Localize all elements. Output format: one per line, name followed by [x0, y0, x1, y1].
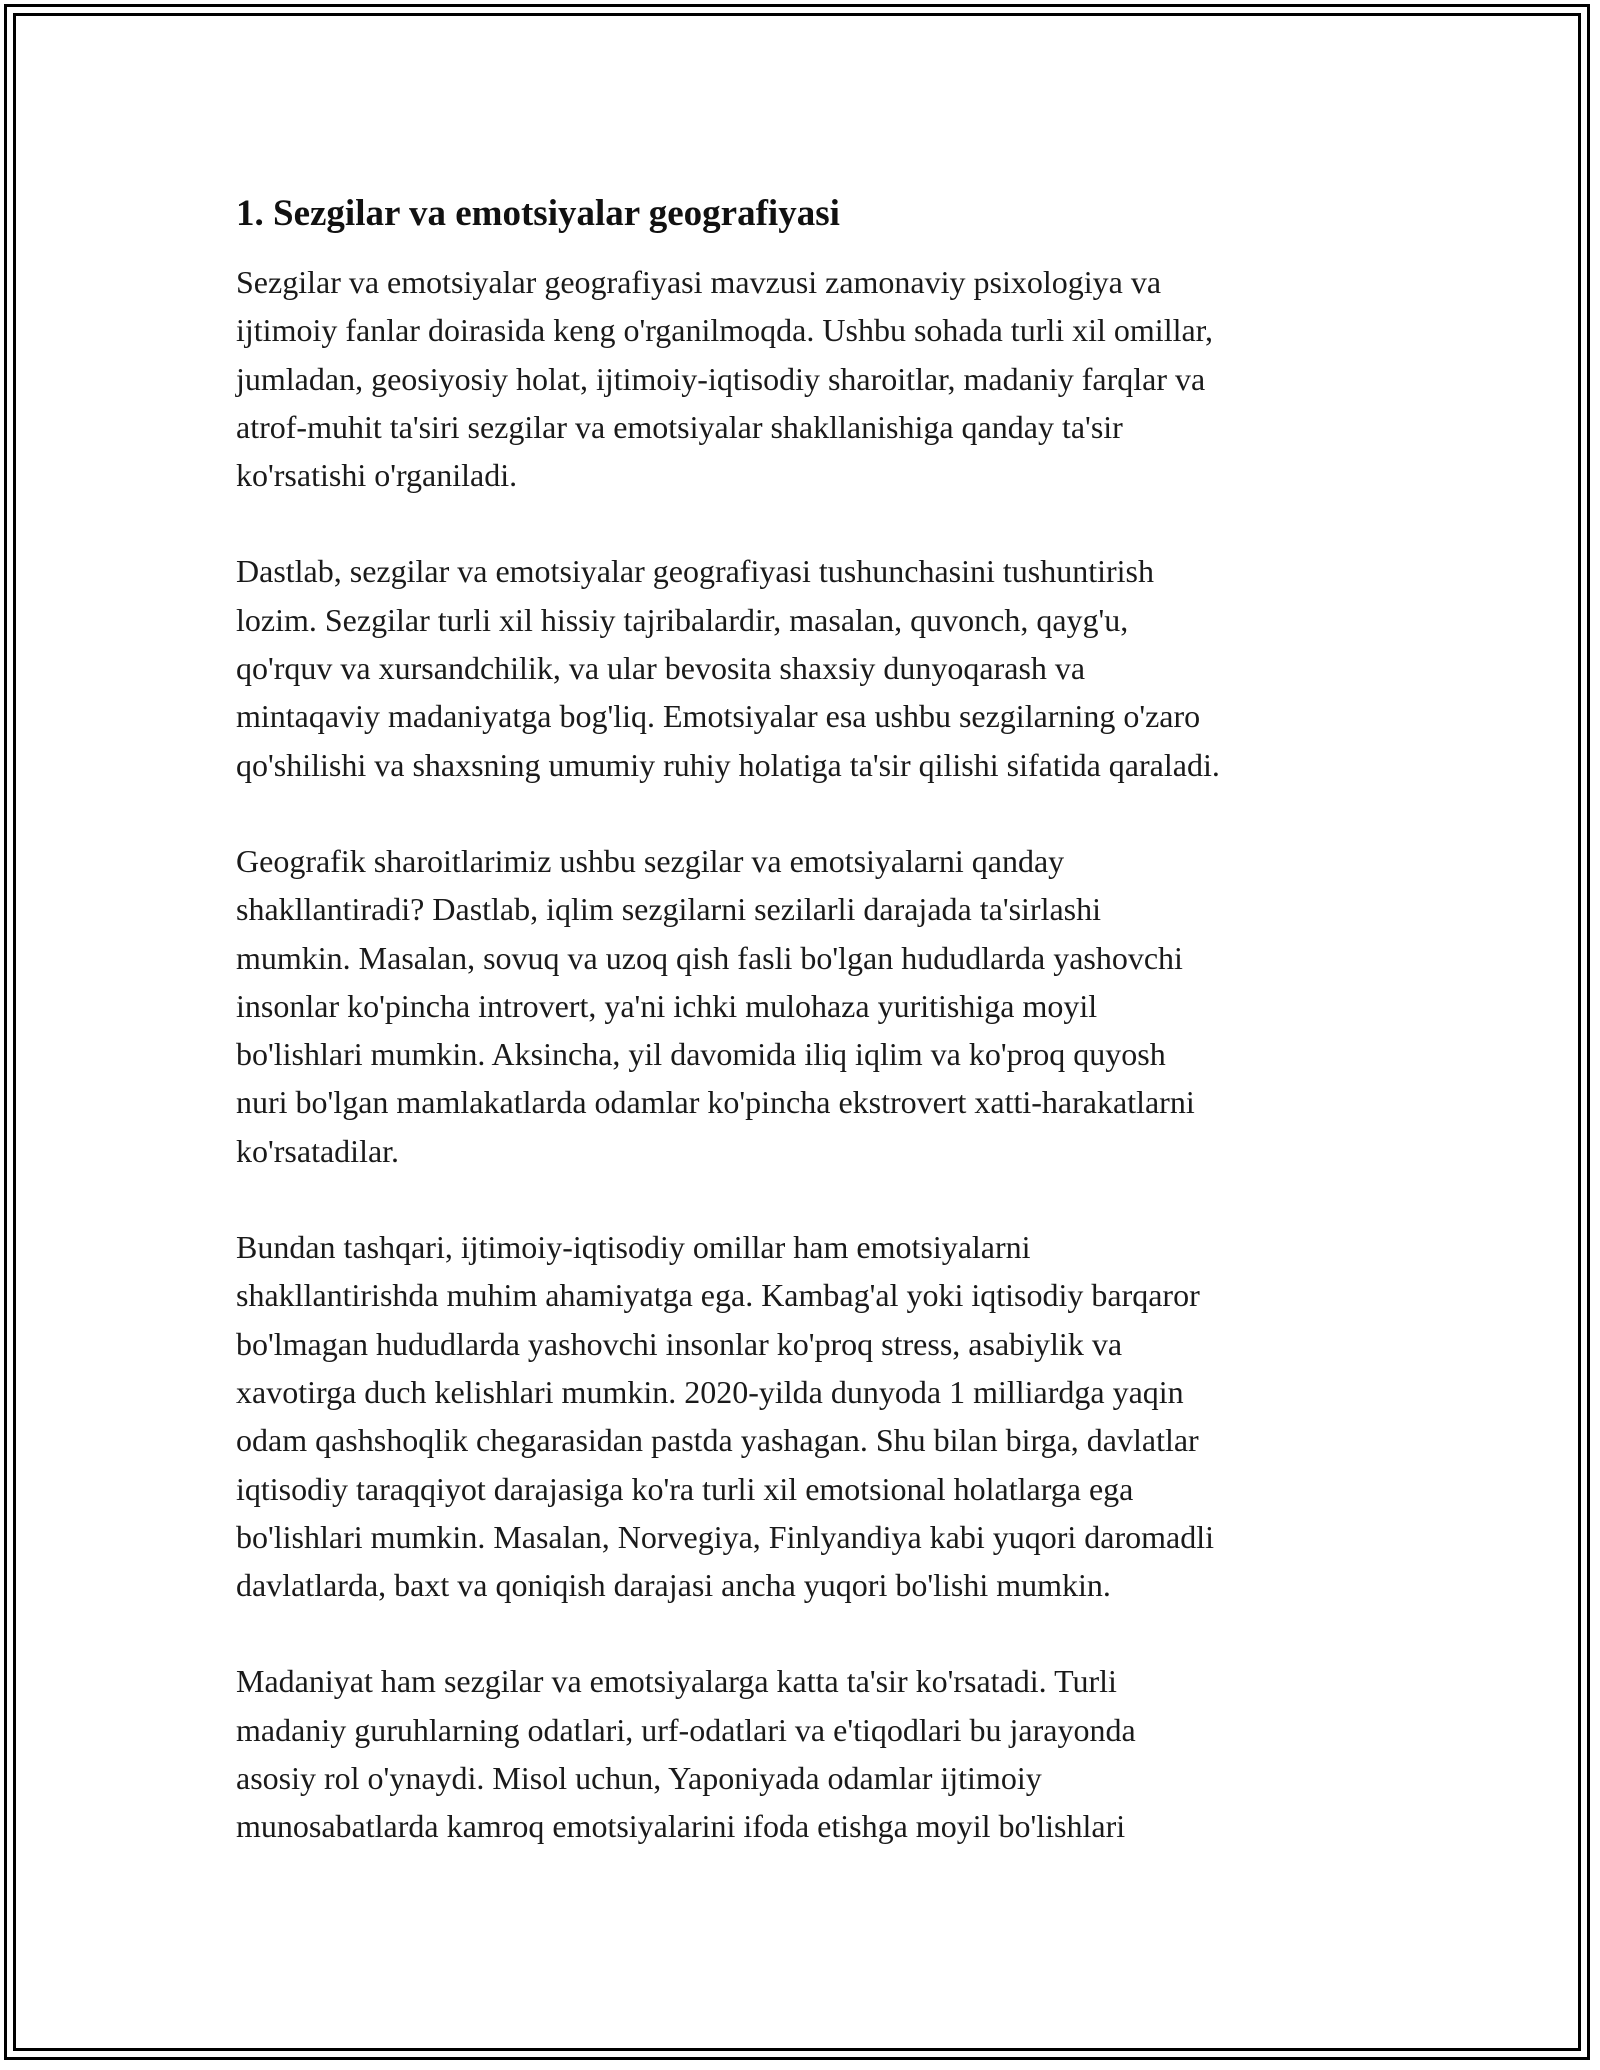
paragraph-1: Sezgilar va emotsiyalar geografiyasi mavzusi zamonaviy psixologiya va ijtimoiy fanlar doirasida keng o'rganilmoqda. Ushbu sohada turli xil omillar, jumladan, geosiyosiy holat, ijtimoiy-iqtisodiy sharoitlar, madaniy farqlar va atrof-muhit ta'siri sezgilar va emotsiyalar shakllanishiga qanday ta'sir ko'rsatishi o'rganiladi. — [236, 264, 1214, 494]
document-body — [236, 188, 1396, 1899]
paragraph-4: Bundan tashqari, ijtimoiy-iqtisodiy omillar ham emotsiyalarni shakllantirishda muhim ahamiyatga ega. Kambag'al yoki iqtisodiy barqaror bo'lmagan hududlarda yashovchi insonlar ko'proq stress, asabiylik va xavotirga duch kelishlari mumkin. 2020-yilda dunyoda 1 milliardga yaqin odam qashshoqlik chegarasidan pastda yashagan. Shu bilan birga, davlatlar iqtisodiy taraqqiyot darajasiga ko'ra turli xil emotsional holatlarga ega bo'lishlari mumkin. Masalan, Norvegiya, Finlyandiya kabi yuqori daromadli davlatlarda, baxt va qoniqish darajasi ancha yuqori bo'lishi mumkin. — [236, 1229, 1215, 1604]
paragraph-2: Dastlab, sezgilar va emotsiyalar geografiyasi tushunchasini tushuntirish lozim. Sezgilar turli xil hissiy tajribalardir, masalan, quvonch, qayg'u, qo'rquv va xursandchilik, va ular bevosita shaxsiy dunyoqarash va mintaqaviy madaniyatga bog'liq. Emotsiyalar esa ushbu sezgilarning o'zaro qo'shilishi va shaxsning umumiy ruhiy holatiga ta'sir qilishi sifatida qaraladi. — [236, 553, 1220, 783]
paragraph-5: Madaniyat ham sezgilar va emotsiyalarga katta ta'sir ko'rsatadi. Turli madaniy guruhlarning odatlari, urf-odatlari va e'tiqodlari bu jarayonda asosiy rol o'ynaydi. Misol uchun, Yaponiyada odamlar ijtimoiy munosabatlarda kamroq emotsiyalarini ifoda etishga moyil bo'lishlari — [236, 1663, 1136, 1845]
paragraph-3: Geografik sharoitlarimiz ushbu sezgilar va emotsiyalarni qanday shakllantiradi? Dastlab, iqlim sezgilarni sezilarli darajada ta'sirlashi mumkin. Masalan, sovuq va uzoq qish fasli bo'lgan hududlarda yashovchi insonlar ko'pincha introvert, ya'ni ichki mulohaza yuritishiga moyil bo'lishlari mumkin. Aksincha, yil davomida iliq iqlim va ko'proq quyosh nuri bo'lgan mamlakatlarda odamlar ko'pincha ekstrovert xatti-harakatlarni ko'rsatadilar. — [236, 842, 1195, 1169]
section-heading: 1. Sezgilar va emotsiyalar geografiyasi — [236, 193, 840, 234]
